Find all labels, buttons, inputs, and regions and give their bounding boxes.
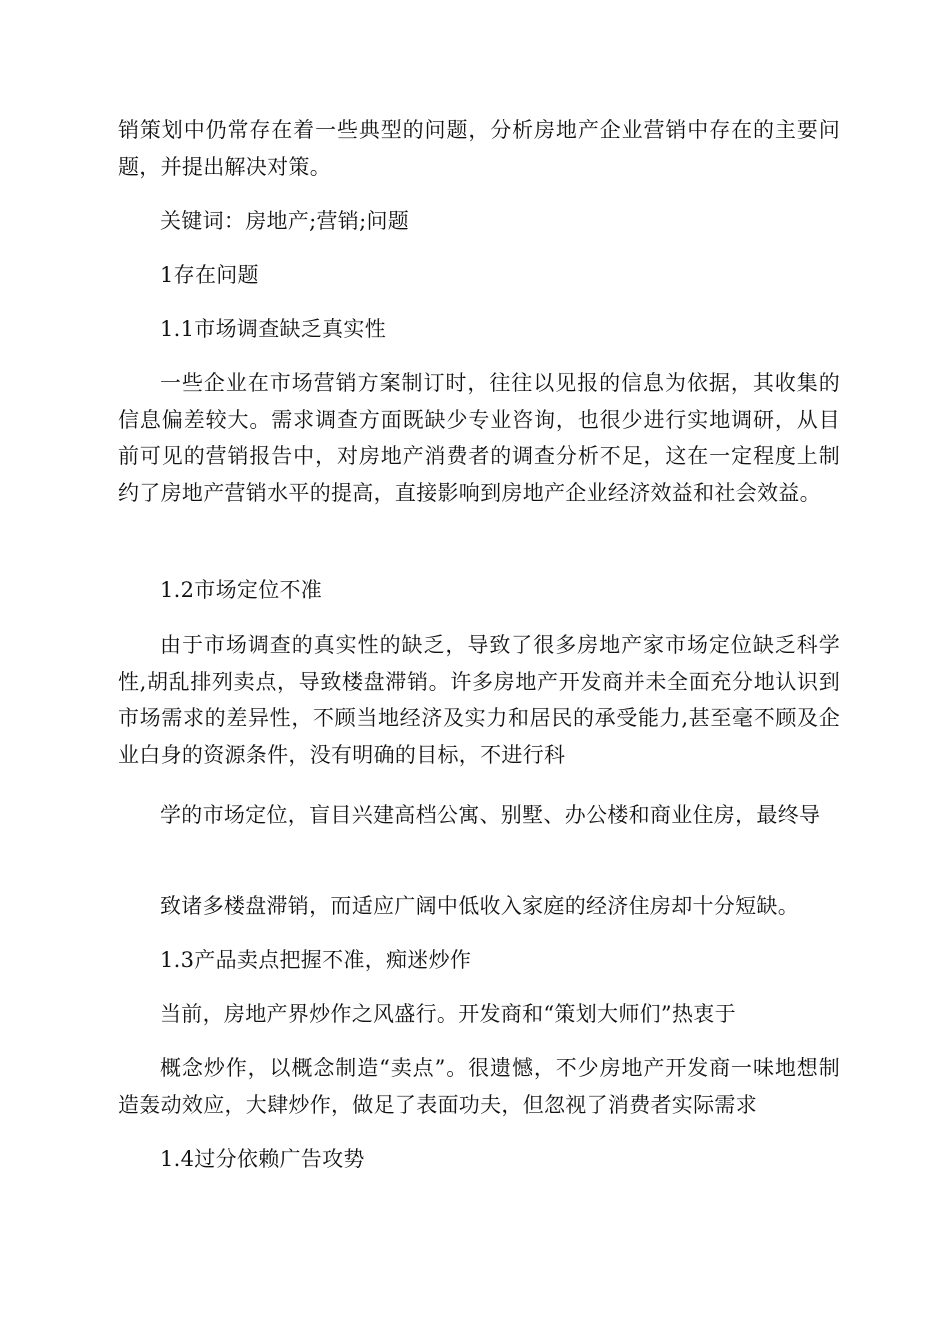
paragraph-1-1-body: 一些企业在市场营销方案制订时，往往以见报的信息为依据，其收集的信息偏差较大。需求调查方面既缺少专业咨询，也很少进行实地调研，从目前可见的营销报告中，对房地产消费者的调查分析不足，这在一定程度上制约了房地产营销水平的提高，直接影响到房地产企业经济效益和社会效益。 [118, 371, 840, 505]
section-heading-1: 1存在问题 [160, 263, 259, 287]
paragraph-1-3-body: 当前，房地产界炒作之风盛行。开发商和“策划大师们”热衷于 [160, 1002, 736, 1026]
subsection-heading-1-4: 1.4过分依赖广告攻势 [160, 1147, 365, 1171]
paragraph-1-3-continued: 概念炒作，以概念制造“卖点”。很遗憾，不少房地产开发商一味地想制造轰动效应，大肆炒作，做足了表面功夫，但忽视了消费者实际需求 [118, 1056, 840, 1117]
keywords-line: 关键词：房地产;营销;问题 [160, 209, 410, 233]
paragraph-intro-continuation: 销策划中仍常存在着一些典型的问题，分析房地产企业营销中存在的主要问题，并提出解决对策。 [118, 118, 840, 179]
paragraph-1-2-end: 致诸多楼盘滞销，而适应广阔中低收入家庭的经济住房却十分短缺。 [160, 894, 799, 918]
subsection-heading-1-3: 1.3产品卖点把握不准，痴迷炒作 [160, 948, 472, 972]
paragraph-1-2-continued: 学的市场定位，盲目兴建高档公寓、别墅、办公楼和商业住房，最终导 [160, 803, 821, 827]
paragraph-1-2-body: 由于市场调查的真实性的缺乏，导致了很多房地产家市场定位缺乏科学性,胡乱排列卖点，导致楼盘滞销。许多房地产开发商并未全面充分地认识到市场需求的差异性，不顾当地经济及实力和居民的承受能力,甚至毫不顾及企业白身的资源条件，没有明确的目标，不进行科 [118, 633, 840, 767]
subsection-heading-1-1: 1.1市场调查缺乏真实性 [160, 317, 386, 341]
subsection-heading-1-2: 1.2市场定位不准 [160, 578, 323, 602]
